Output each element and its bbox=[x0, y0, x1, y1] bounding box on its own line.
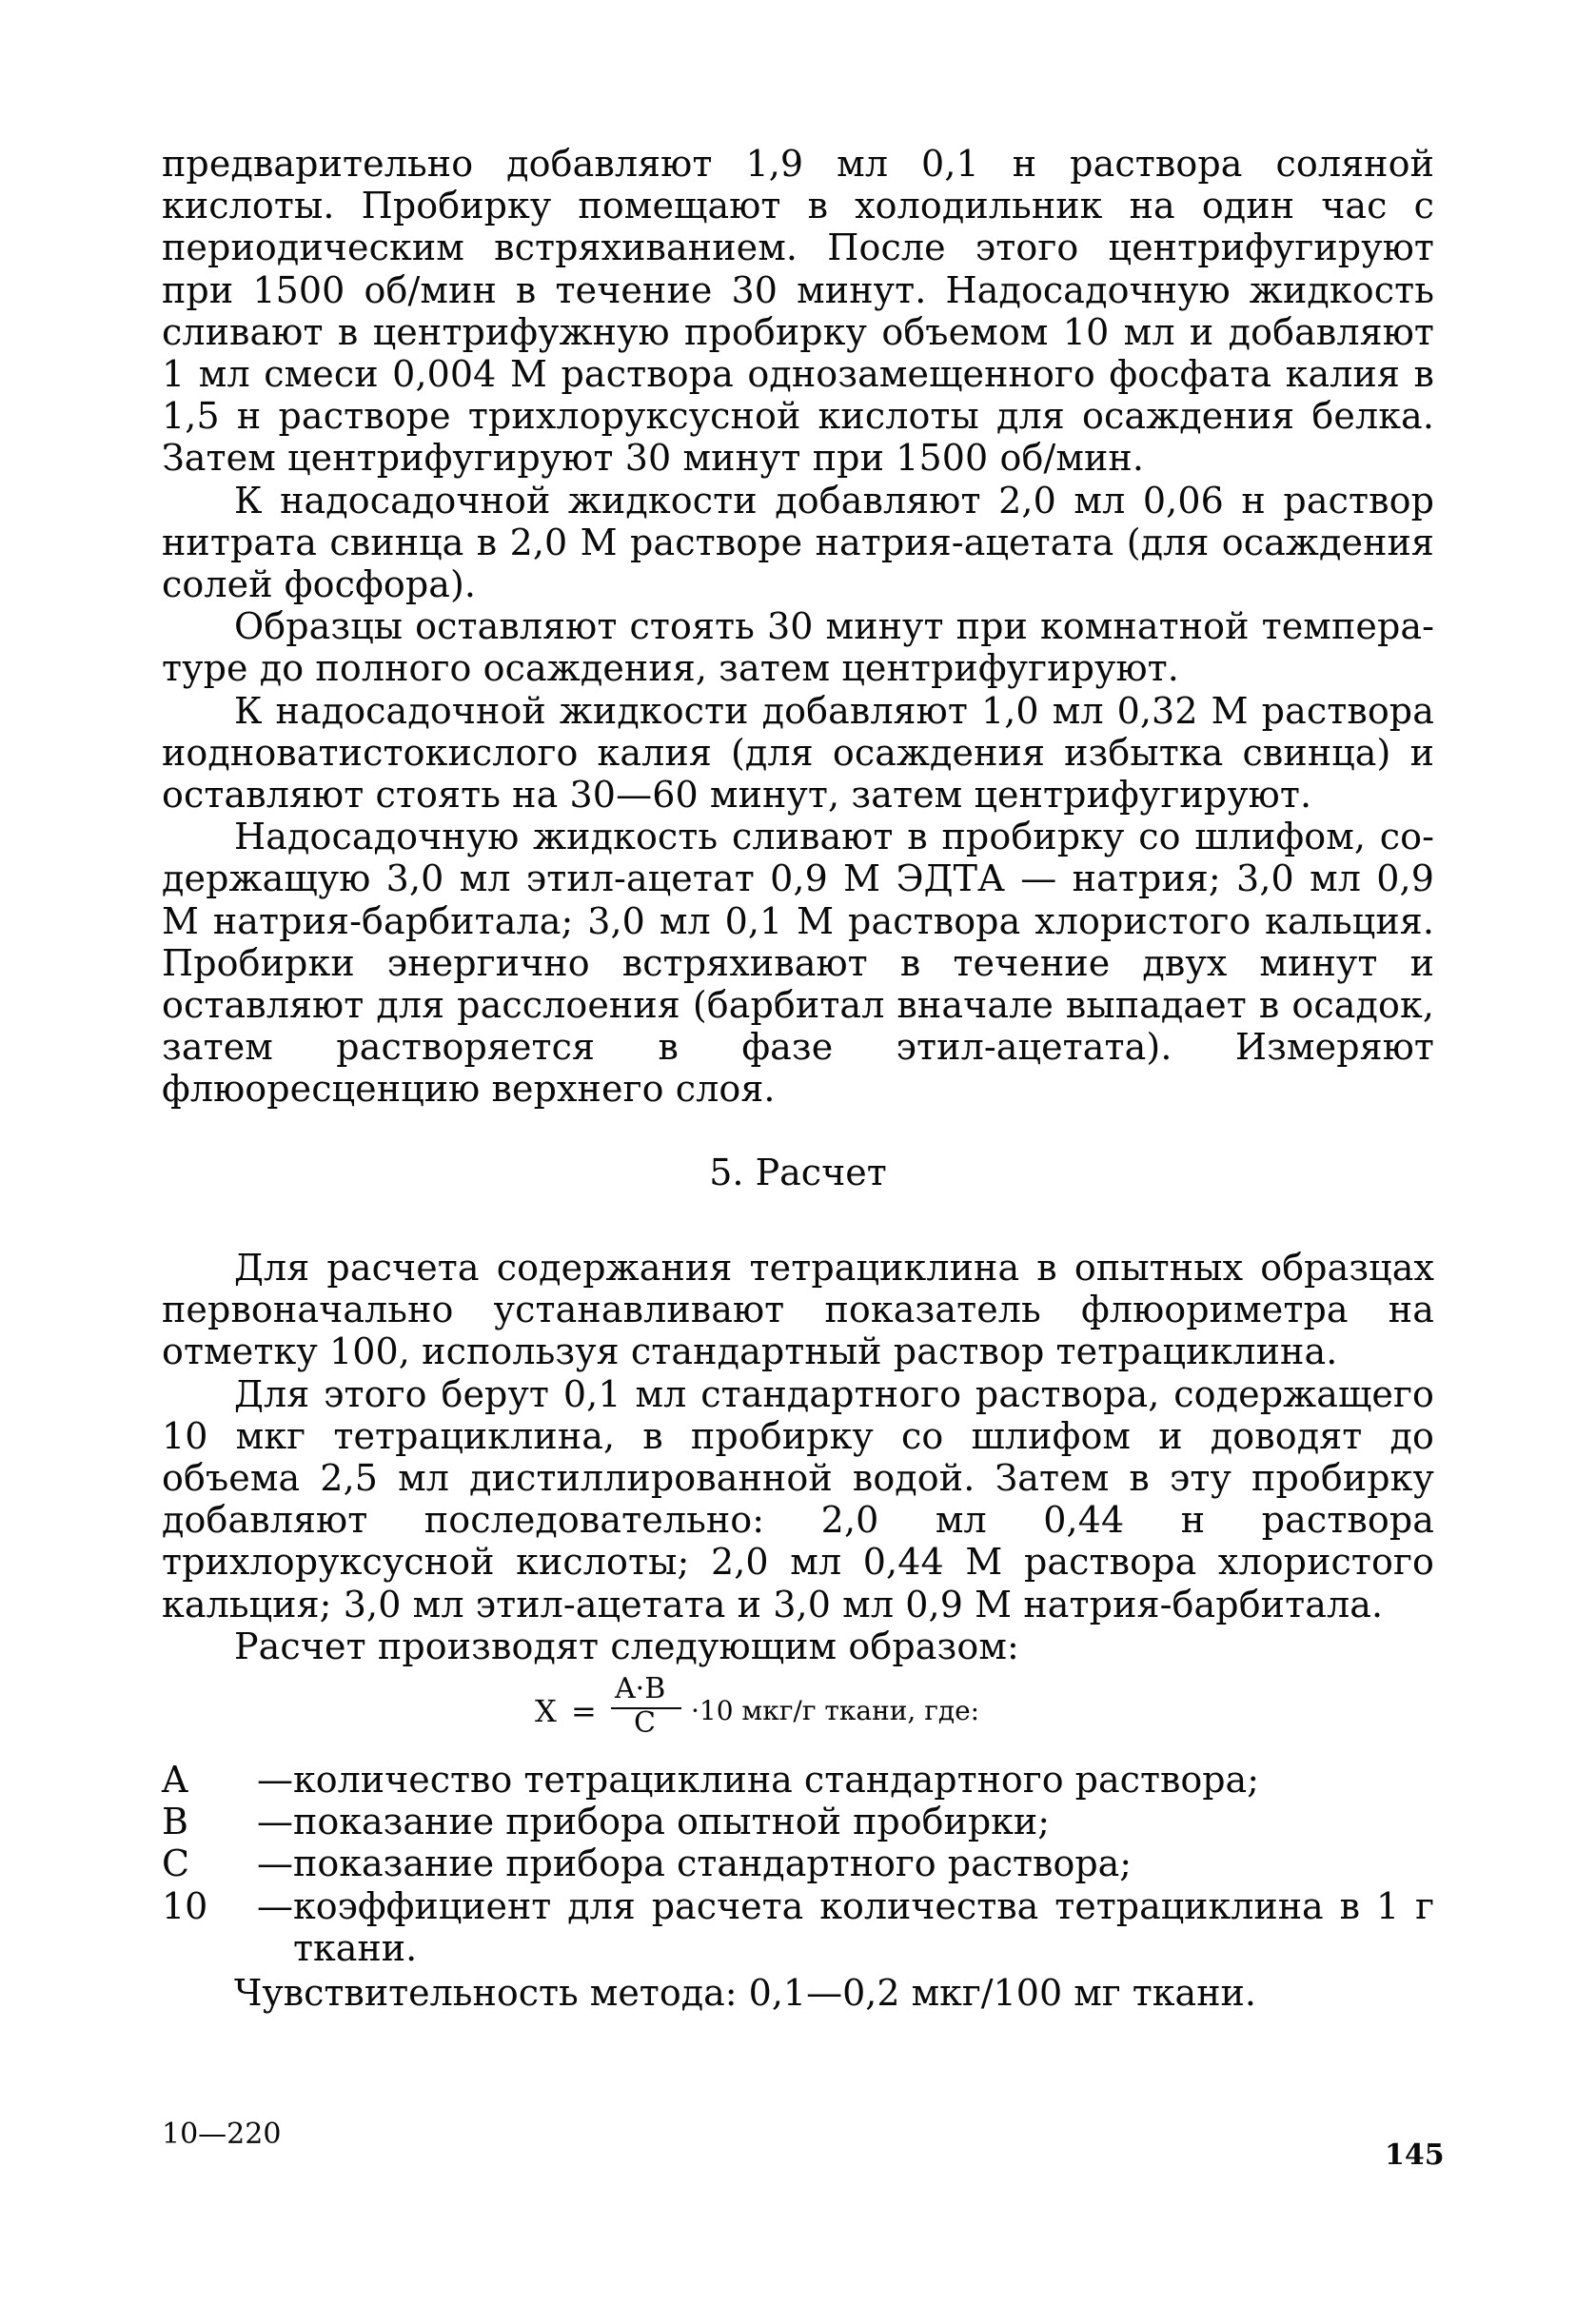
legend-text: показание прибора стандартного раствора; bbox=[293, 1842, 1133, 1885]
printer-signature: 10—220 bbox=[162, 2118, 282, 2151]
sensitivity-line: Чувствительность метода: 0,1—0,2 мкг/100 мг ткани. bbox=[234, 1972, 1256, 2014]
paragraph: К надосадочной жидкости добавляют 2,0 мл 0,06 н раствор нитрата свинца в 2,0 М растворе натрия-ацетата (для осаждения солей фосфора). bbox=[162, 479, 1434, 606]
paragraph: Расчет производят следующим образом: bbox=[234, 1625, 1019, 1667]
legend-text: показание прибора опытной пробирки; bbox=[293, 1801, 1051, 1843]
formula-numerator: A·B bbox=[615, 1672, 666, 1705]
section-heading: 5. Расчет bbox=[709, 1152, 887, 1193]
formula-denominator: C bbox=[634, 1706, 656, 1740]
legend-dash: — bbox=[257, 1759, 293, 1801]
paragraph: Надосадочную жидкость сливают в пробирку со шлифом, содержащую 3,0 мл этил-ацетат 0,9 М ЭДТА — натрия; 3,0 мл 0,9 М натрия-барбитала; 3,0 мл 0,1 М раствора хлористого кальция. Пробирки энергично встряхивают в течение двух минут и оставляют для расслоения (барбитал вначале выпадает в осадок, затем растворяется в фазе этил-ацетата). Измеряют флюоресценцию верхнего слоя. bbox=[162, 816, 1434, 1111]
formula-lhs: X bbox=[535, 1693, 557, 1729]
legend-key: 10 bbox=[162, 1884, 208, 1927]
legend-row bbox=[162, 1759, 1434, 1801]
legend-key: C bbox=[162, 1842, 190, 1885]
paragraph: Образцы оставляют стоять 30 минут при комнатной температуре до полного осаждения, затем центрифугируют. bbox=[162, 605, 1434, 690]
legend-key: B bbox=[162, 1801, 188, 1843]
variable-legend bbox=[162, 1759, 1434, 1969]
text-block-calculation bbox=[162, 1247, 1434, 1667]
legend-row bbox=[162, 1885, 1434, 1969]
paragraph: К надосадочной жидкости добавляют 1,0 мл 0,32 М раствора иодноватистокислого калия (для осаждения избытка свинца) и оставляют стоять на 30—60 минут, затем центрифугируют. bbox=[162, 689, 1434, 817]
paragraph: Для расчета содержания тетрациклина в опытных образцах первоначально устанавливают показатель флюориметра на отметку 100, используя стандартный раствор тетрациклина. bbox=[162, 1247, 1434, 1373]
legend-row bbox=[162, 1842, 1434, 1884]
paragraph: Для этого берут 0,1 мл стандартного раствора, содержащего 10 мкг тетрациклина, в пробирку со шлифом и доводят до объема 2,5 мл дистиллированной водой. Затем в эту пробирку добавляют последовательно: 2,0 мл 0,44 н раствора трихлоруксусной кислоты; 2,0 мл 0,44 М раствора хлористого кальция; 3,0 мл этил-ацетата и 3,0 мл 0,9 М натрия-барбитала. bbox=[162, 1372, 1434, 1625]
formula-equals: = bbox=[571, 1693, 597, 1729]
page-number: 145 bbox=[1385, 2138, 1445, 2172]
paragraph: предварительно добавляют 1,9 мл 0,1 н раствора соляной кислоты. Пробирку помещают в холодильник на один час с периодическим встряхиванием. После этого центрифугируют при 1500 об/мин в течение 30 минут. Надосадочную жидкость сливают в центрифужную пробирку объемом 10 мл и добавляют 1 мл смеси 0,004 М раствора однозамещенного фосфата калия в 1,5 н растворе трихлоруксусной кислоты для осаждения белка. Затем центрифугируют 30 минут при 1500 об/мин. bbox=[162, 143, 1434, 480]
formula-rest: ·10 мкг/г ткани, где: bbox=[691, 1695, 980, 1726]
text-block-procedure bbox=[162, 143, 1434, 1111]
legend-text: коэффициент для расчета количества тетрациклина в 1 г ткани. bbox=[293, 1884, 1434, 1969]
legend-dash: — bbox=[257, 1884, 293, 1927]
legend-dash: — bbox=[257, 1801, 293, 1843]
legend-dash: — bbox=[257, 1842, 293, 1885]
legend-text: количество тетрациклина стандартного раствора; bbox=[293, 1759, 1260, 1801]
legend-key: A bbox=[162, 1759, 188, 1801]
legend-row bbox=[162, 1801, 1434, 1842]
